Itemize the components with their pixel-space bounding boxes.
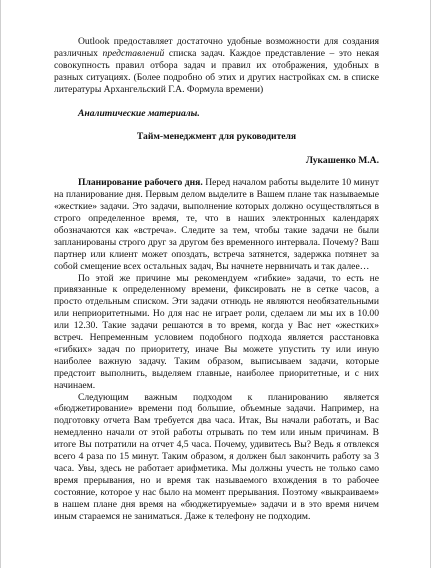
paragraph-lead-heading: Планирование рабочего дня. — [78, 177, 203, 189]
intro-text-start: Outlook предоставляет достаточно удобные возможности для создания различных — [54, 36, 379, 59]
page-left-border — [0, 0, 1, 568]
intro-paragraph — [54, 36, 379, 96]
article-title: Тайм-менеджмент для руководителя — [136, 131, 297, 143]
paragraph-flexible-tasks: По этой же причине мы рекомендуем «гибкие» задачи, то есть не привязанные к определенному времени, фиксировать не в сетке часов, а просто отдельным списком. Эти задачи отнюдь не являются необязательными или неприоритетными. Но для нас не играет роли, сделаем ли мы их в 10.00 или 12.30. Такие задачи решаются в то время, когда у Вас нет «жестких» встреч. Непременным условием подобного подхода является расстановка «гибких» задач по приоритету, иначе Вы можете упустить ту или иную наиболее важную задачу. Таким образом, выписываем задачи, которые предстоит выполнить, выделяем главные, наиболее приоритетные, и с них начинаем. — [54, 272, 379, 391]
paragraph-planning — [54, 177, 379, 272]
paragraph-planning-body: Перед началом работы выделите 10 минут на планирование дня. Первым делом выделите в Вашем плане так называемые «жесткие» задачи. Это задачи, выполнение которых должно осуществляться в строго определенное время, те, что в наших электронных календарях обозначаются как «встреча». Следите за тем, чтобы такие задачи не были запланированы строго друг за другом без временного интервала. Почему? Ваш партнер или клиент может опоздать, встреча затянется, задержка потянет за собой смещение всех остальных задач, Вы начнете нервничать и так далее… — [54, 177, 379, 272]
paragraph-budgeting: Следующим важным подходом к планированию является «бюджетирование» времени под большие, объемные задачи. Например, на подготовку отчета Вам требуется два часа. Итак, Вы начали работать, и Вас немедленно начали от этой работы отрывать по тем или иным причинам. В итоге Вы потратили на отчет 4,5 часа. Почему, удивитесь Вы? Ведь я отвлекся всего 4 раза по 15 минут. Таким образом, я должен был закончить работу за 3 часа. Увы, здесь не работает арифметика. Мы должны учесть не только само время прерывания, но и время так называемого вхождения в то рабочее состояние, которое у нас было на момент прерывания. Поэтому «выкраиваем» в нашем плане дня время на «бюджетируемые» задачи и в это время ничем иным стараемся не заниматься. Даже к телефону не подходим. — [54, 391, 379, 522]
section-heading: Аналитические материалы. — [78, 107, 200, 119]
intro-italic-term: представлений — [102, 47, 165, 59]
author-name: Лукашенко М.А. — [305, 155, 379, 167]
intro-text-end: списка задач. Каждое представление – это некая совокупность правил отбора задач и правил их отображения, удобных в разных ситуациях. (Более подробно об этих и других настройках см. в списке литературы Архангельский Г.А. Формула времени) — [54, 47, 379, 95]
